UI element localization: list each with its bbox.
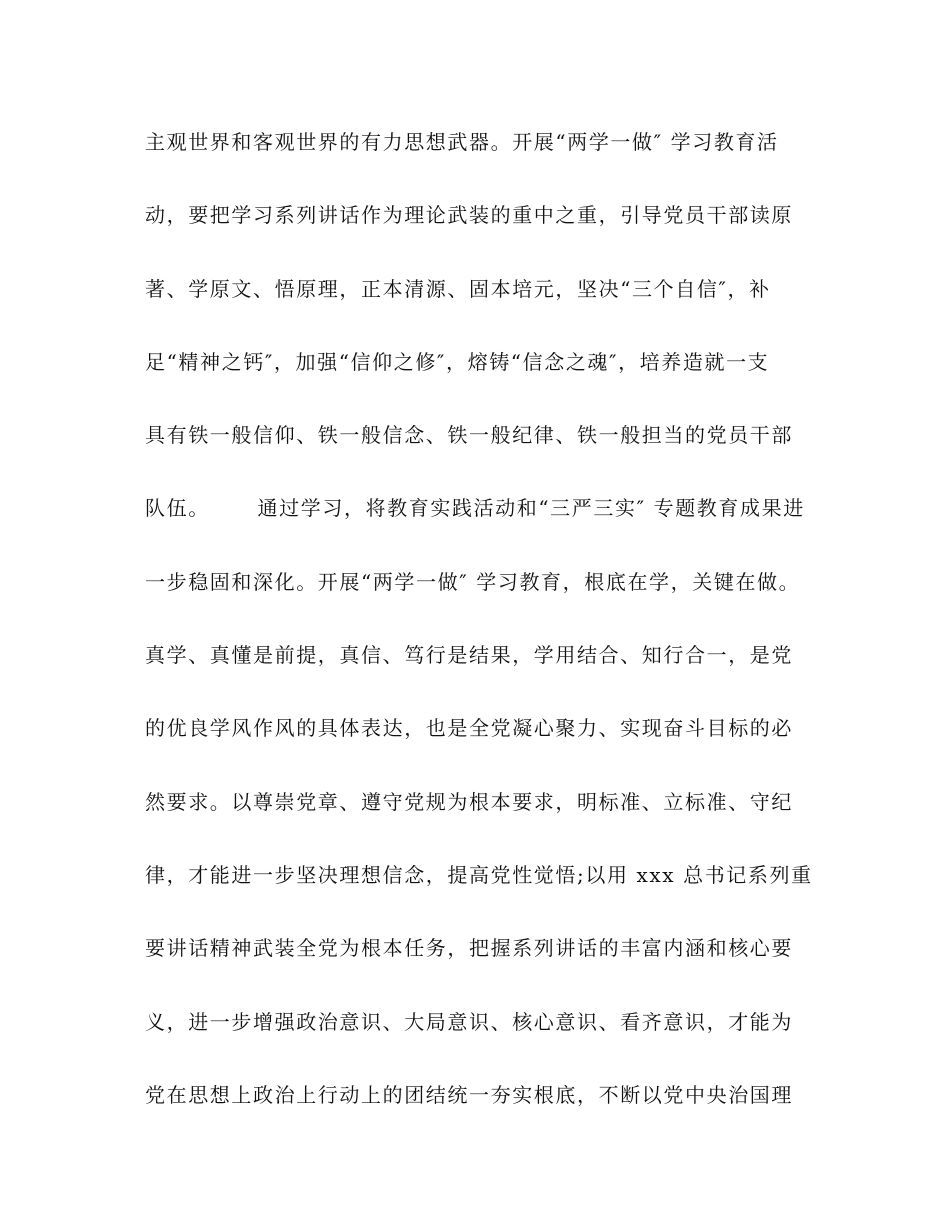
- text-line: 具有铁一般信仰、铁一般信念、铁一般纪律、铁一般担当的党员干部: [145, 423, 793, 448]
- body-text: [145, 122, 825, 1148]
- text-line: 动，要把学习系列讲话作为理论武装的重中之重，引导党员干部读原: [145, 203, 793, 228]
- text-line: 义，进一步增强政治意识、大局意识、核心意识、看齐意识，才能为: [145, 1009, 793, 1034]
- text-line: 要讲话精神武装全党为根本任务，把握系列讲话的丰富内涵和核心要: [145, 936, 793, 961]
- text-line: 律，才能进一步坚决理想信念，提高党性觉悟;以用 xxx 总书记系列重: [145, 862, 813, 887]
- text-line: 的优良学风作风的具体表达，也是全党凝心聚力、实现奋斗目标的必: [145, 716, 793, 741]
- text-line: 党在思想上政治上行动上的团结统一夯实根底，不断以党中央治国理: [145, 1082, 793, 1107]
- text-line: 真学、真懂是前提，真信、笃行是结果，学用结合、知行合一，是党: [145, 643, 793, 668]
- text-line: 足“精神之钙″，加强“信仰之修″，熔铸“信念之魂″，培养造就一支: [145, 349, 770, 374]
- text-line: 著、学原文、悟原理，正本清源、固本培元，坚决“三个自信″，补: [145, 276, 771, 301]
- text-line: 然要求。以尊崇党章、遵守党规为根本要求，明标准、立标准、守纪: [145, 789, 793, 814]
- text-line: 主观世界和客观世界的有力思想武器。开展“两学一做″ 学习教育活: [145, 130, 779, 154]
- text-line: 一步稳固和深化。开展“两学一做″ 学习教育，根底在学，关键在做。: [145, 569, 801, 594]
- text-line: 队伍。 通过学习，将教育实践活动和“三严三实″ 专题教育成果进: [145, 496, 805, 521]
